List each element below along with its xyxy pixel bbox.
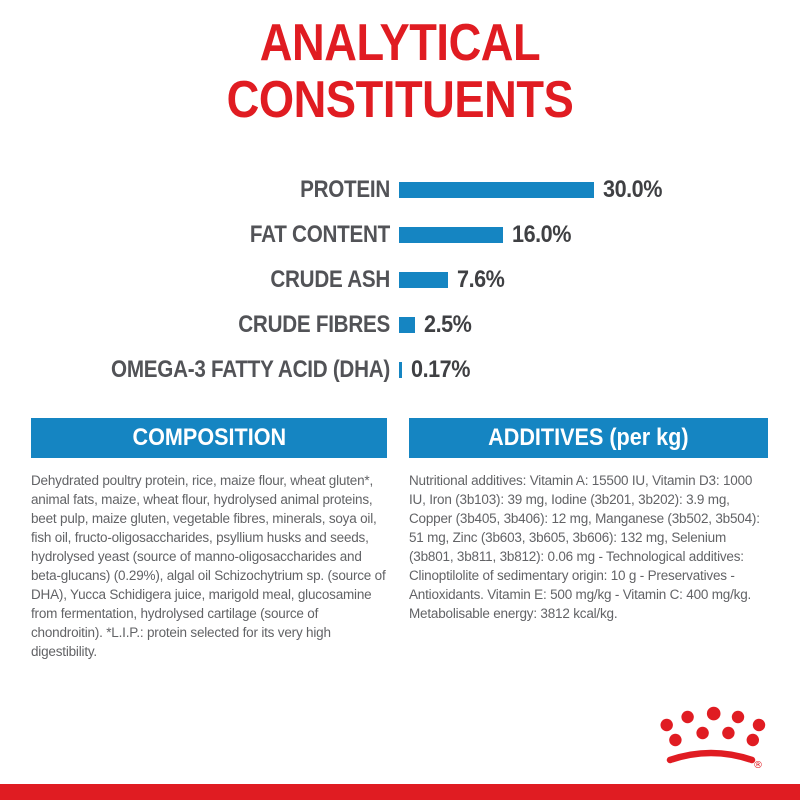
additives-section [409,418,768,623]
additives-body-text: Nutritional additives: Vitamin A: 15500 IU, Vitamin D3: 1000 IU, Iron (3b103): 39 mg, Iodine (3b201, 3b202): 3.9 mg, Copper (3b405, 3b406): 12 mg, Manganese (3b502, 3b504): 51 mg, Zinc (3b603, 3b605, 3b606): 132 mg, Selenium (3b801, 3b811, 3b812): 0.06 mg - Technological additives: Clinoptilolite of sedimentary origin: 10 g - Preservatives - Antioxidants. Vitamin E: 500 mg/kg - Vitamin C: 400 mg/kg. Metabolisable energy: 3812 kcal/kg. [409,473,760,621]
bar-value-label: 7.6% [457,265,505,293]
registered-trademark-icon: ® [753,760,763,770]
page-title-line1: ANALYTICAL [259,14,541,72]
bar [399,362,402,378]
bar-value-label: 0.17% [411,355,471,383]
bar-value-label: 30.0% [603,175,663,203]
bar [399,317,415,333]
bar-category-label: CRUDE ASH [270,265,390,293]
composition-section [31,418,387,661]
chart-row [0,302,800,347]
chart-row [0,212,800,257]
bar-value-label: 2.5% [424,310,472,338]
bar-chart [0,167,800,392]
page-title-line2: CONSTITUENTS [226,71,574,129]
bar [399,227,503,243]
bar [399,272,448,288]
additives-header-label: ADDITIVES (per kg) [488,424,689,451]
bottom-red-band [0,784,800,800]
bar-category-label: PROTEIN [300,175,390,203]
composition-body-text: Dehydrated poultry protein, rice, maize flour, wheat gluten*, animal fats, maize, wheat flour, hydrolysed animal proteins, beet pulp, maize gluten, vegetable fibres, minerals, soya oil, fish oil, fructo-oligosaccharides, psyllium husks and seeds, hydrolysed yeast (source of manno-oligosaccharides and beta-glucans) (0.29%), algal oil Schizochytrium sp. (source of DHA), Yucca Schidigera juice, marigold meal, glucosamine from fermentation, hydrolysed cartilage (source of chondroitin). *L.I.P.: protein selected for its very high digestibility. [31,473,386,659]
bar-category-label: FAT CONTENT [249,220,390,248]
bar-category-label: OMEGA-3 FATTY ACID (DHA) [111,355,390,383]
bar-category-label: CRUDE FIBRES [238,310,390,338]
composition-header [31,418,387,458]
additives-header [409,418,768,458]
bar [399,182,594,198]
chart-row [0,347,800,392]
royal-canin-crown-icon [652,706,766,770]
chart-row [0,167,800,212]
composition-header-label: COMPOSITION [132,424,286,451]
page-title [52,15,748,129]
chart-row [0,257,800,302]
bar-value-label: 16.0% [512,220,572,248]
